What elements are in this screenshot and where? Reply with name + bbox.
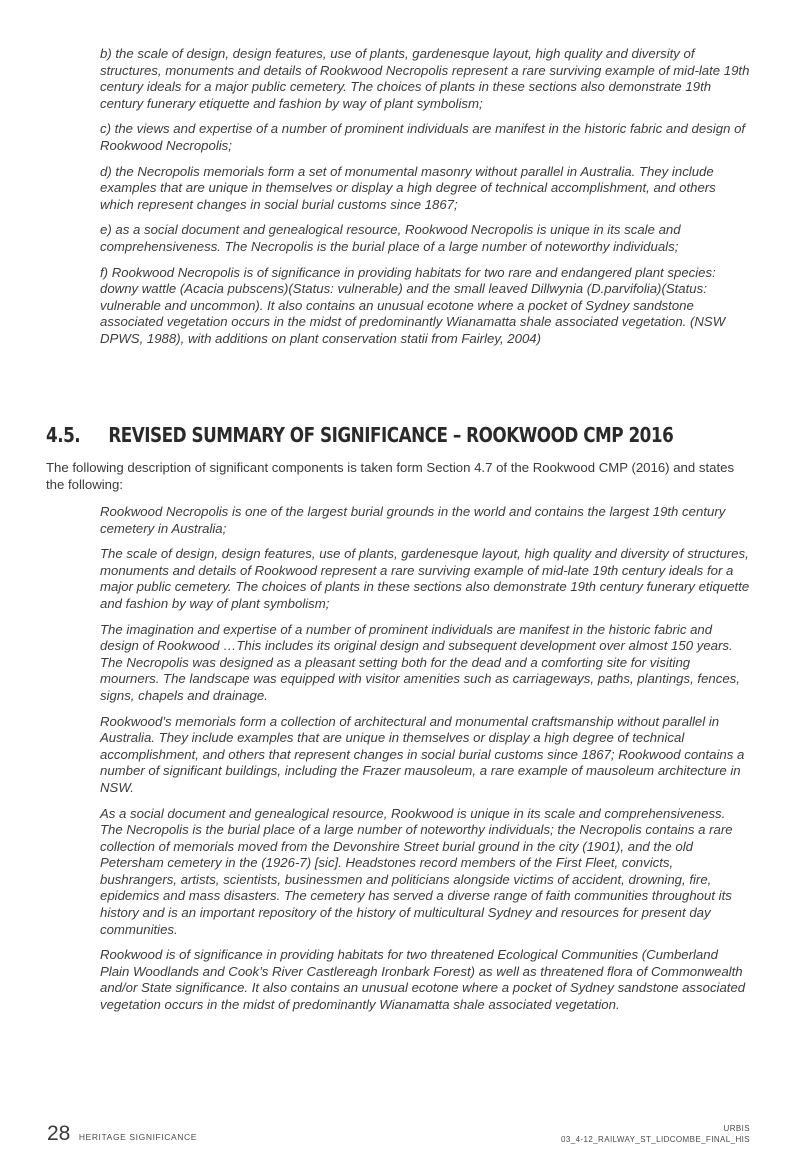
summary-paragraph-memorials: Rookwood’s memorials form a collection of architectural and monumental craftsmanship without parallel in Australia. They include examples that are unique in themselves or display a high degree of technical accomplishment, and others that represent changes in social burial customs since 1867; Rookwood contains a number of significant buildings, including the Frazer mausoleum, a rare example of mausoleum architecture in NSW. bbox=[100, 713, 745, 795]
quote-paragraph-f: f) Rookwood Necropolis is of significance in providing habitats for two rare and endangered plant species: downy wattle (Acacia pubscens)(Status: vulnerable) and the small leaved Dillwynia (D.parvifolia)(Status: vulnerable and uncommon). It also contains an unusual ecotone where a pocket of Sydney sandstone associated vegetation occurs in the midst of predominantly Wianamatta shale associated vegetation. (NSW DPWS, 1988), with additions on plant conservation statii from Fairley, 2004) bbox=[100, 264, 726, 346]
section-heading bbox=[46, 423, 674, 447]
quote-paragraph-b: b) the scale of design, design features, use of plants, gardenesque layout, high quality and diversity of structures, monuments and details of Rookwood Necropolis represent a rare surviving example of mid-late 19th century ideals for a major public cemetery. The choices of plants in these sections also demonstrate 19th century funerary etiquette and fashion by way of plant symbolism; bbox=[100, 46, 750, 111]
footer-org: URBIS bbox=[723, 1124, 750, 1133]
quote-paragraph-e: e) as a social document and genealogical resource, Rookwood Necropolis is unique in its scale and comprehensiveness. The Necropolis is the burial place of a large number of noteworthy individuals; bbox=[100, 222, 681, 254]
quote-paragraph-d: d) the Necropolis memorials form a set of monumental masonry without parallel in Australia. They include examples that are unique in themselves or display a high degree of technical accomplishment, and others which represent changes in social burial customs since 1867; bbox=[100, 163, 716, 212]
summary-paragraph-imagination-expertise: The imagination and expertise of a number of prominent individuals are manifest in the historic fabric and design of Rookwood …This includes its original design and subsequent development over almost 150 years. The Necropolis was designed as a pleasant setting both for the dead and a comforting site for visiting mourners. The landscape was equipped with visitor amenities such as carriageways, paths, plantings, fences, signs, chapels and drainage. bbox=[100, 621, 740, 703]
summary-paragraph-habitats: Rookwood is of significance in providing habitats for two threatened Ecological Communities (Cumberland Plain Woodlands and Cook’s River Castlereagh Ironbark Forest) as well as threatened flora of Commonwealth and/or State significance. It also contains an unusual ecotone where a pocket of Sydney sandstone associated vegetation occurs in the midst of predominantly Wianamatta shale associated vegetation. bbox=[100, 947, 746, 1013]
page-number: 28 bbox=[47, 1122, 71, 1145]
footer-left bbox=[47, 1122, 197, 1146]
footer-section-label: HERITAGE SIGNIFICANCE bbox=[78, 1132, 198, 1142]
summary-paragraph-social-document: As a social document and genealogical resource, Rookwood is unique in its scale and comprehensiveness. The Necropolis is the burial place of a large number of noteworthy individuals; the Necropolis contains a rare collection of memorials moved from the Devonshire Street burial ground in the city (1901), and the old Petersham cemetery in the (1926-7) [sic]. Headstones record members of the First Fleet, convicts, bushrangers, artists, scientists, businessmen and politicians alongside victims of accident, drowning, fire, epidemics and mass disasters. The cemetery has served a diverse range of faith communities throughout its history and is an important repository of the history of multicultural Sydney and resources for present day communities. bbox=[100, 805, 733, 937]
footer-right bbox=[561, 1124, 750, 1145]
quote-paragraph-c: c) the views and expertise of a number of prominent individuals are manifest in the historic fabric and design of Rookwood Necropolis; bbox=[100, 121, 746, 153]
summary-paragraph-largest-burial-ground: Rookwood Necropolis is one of the largest burial grounds in the world and contains the largest 19th century cemetery in Australia; bbox=[100, 504, 726, 536]
footer-doc-ref: 03_4-12_RAILWAY_ST_LIDCOMBE_FINAL_HIS bbox=[561, 1134, 750, 1144]
section-title: REVISED SUMMARY OF SIGNIFICANCE – ROOKWOOD CMP 2016 bbox=[108, 423, 674, 447]
section-intro: The following description of significant components is taken form Section 4.7 of the Rookwood CMP (2016) and states the following: bbox=[46, 460, 735, 492]
top-quote-block bbox=[100, 46, 750, 357]
section-number: 4.5. bbox=[46, 423, 81, 447]
summary-quote-block bbox=[100, 504, 750, 1023]
summary-paragraph-scale-of-design: The scale of design, design features, use of plants, gardenesque layout, high quality and diversity of structures, monuments and details of Rookwood represent a rare surviving example of mid-late 19th century ideals for a major public cemetery. The choices of plants in these sections also demonstrate 19th century funerary etiquette and fashion by way of plant symbolism; bbox=[100, 546, 750, 611]
